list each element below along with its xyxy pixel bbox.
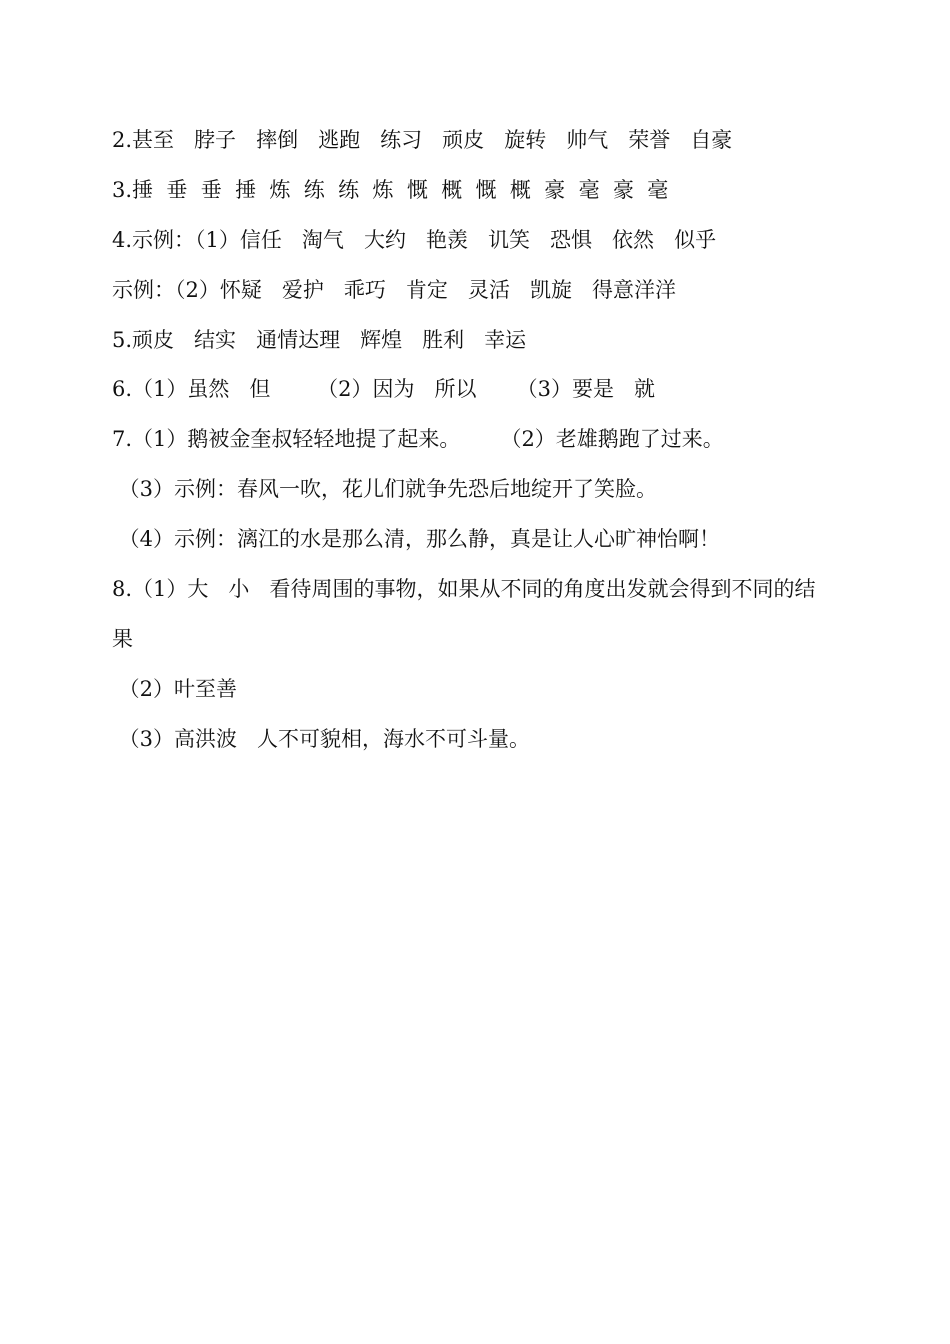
answer-line-7-4: （4）示例：漓江的水是那么清，那么静，真是让人心旷神怡啊！ [112, 527, 721, 551]
answer-line-7-3: （3）示例：春风一吹，花儿们就争先恐后地绽开了笑脸。 [112, 477, 658, 501]
answer-line-3: 3.捶 垂 垂 捶 炼 练 练 炼 慨 概 慨 概 豪 毫 豪 毫 [112, 178, 669, 202]
answer-line-6: 6.（1）虽然 但 （2）因为 所以 （3）要是 就 [112, 377, 655, 401]
answer-line-8-1-cont: 果 [112, 627, 133, 651]
answer-line-8-1: 8.（1）大 小 看待周围的事物，如果从不同的角度出发就会得到不同的结 [112, 577, 816, 601]
answer-line-7-1: 7.（1）鹅被金奎叔轻轻地提了起来。 （2）老雄鹅跑了过来。 [112, 427, 724, 451]
answer-line-2: 2.甚至 脖子 摔倒 逃跑 练习 顽皮 旋转 帅气 荣誉 自豪 [112, 128, 733, 152]
answer-line-4-2: 示例：（2）怀疑 爱护 乖巧 肯定 灵活 凯旋 得意洋洋 [112, 278, 677, 302]
answer-line-5: 5.顽皮 结实 通情达理 辉煌 胜利 幸运 [112, 328, 527, 352]
answer-line-8-2: （2）叶至善 [112, 677, 238, 701]
answer-line-4-1: 4.示例：（1）信任 淘气 大约 艳羡 讥笑 恐惧 依然 似乎 [112, 228, 717, 252]
answer-line-8-3: （3）高洪波 人不可貌相，海水不可斗量。 [112, 727, 531, 751]
